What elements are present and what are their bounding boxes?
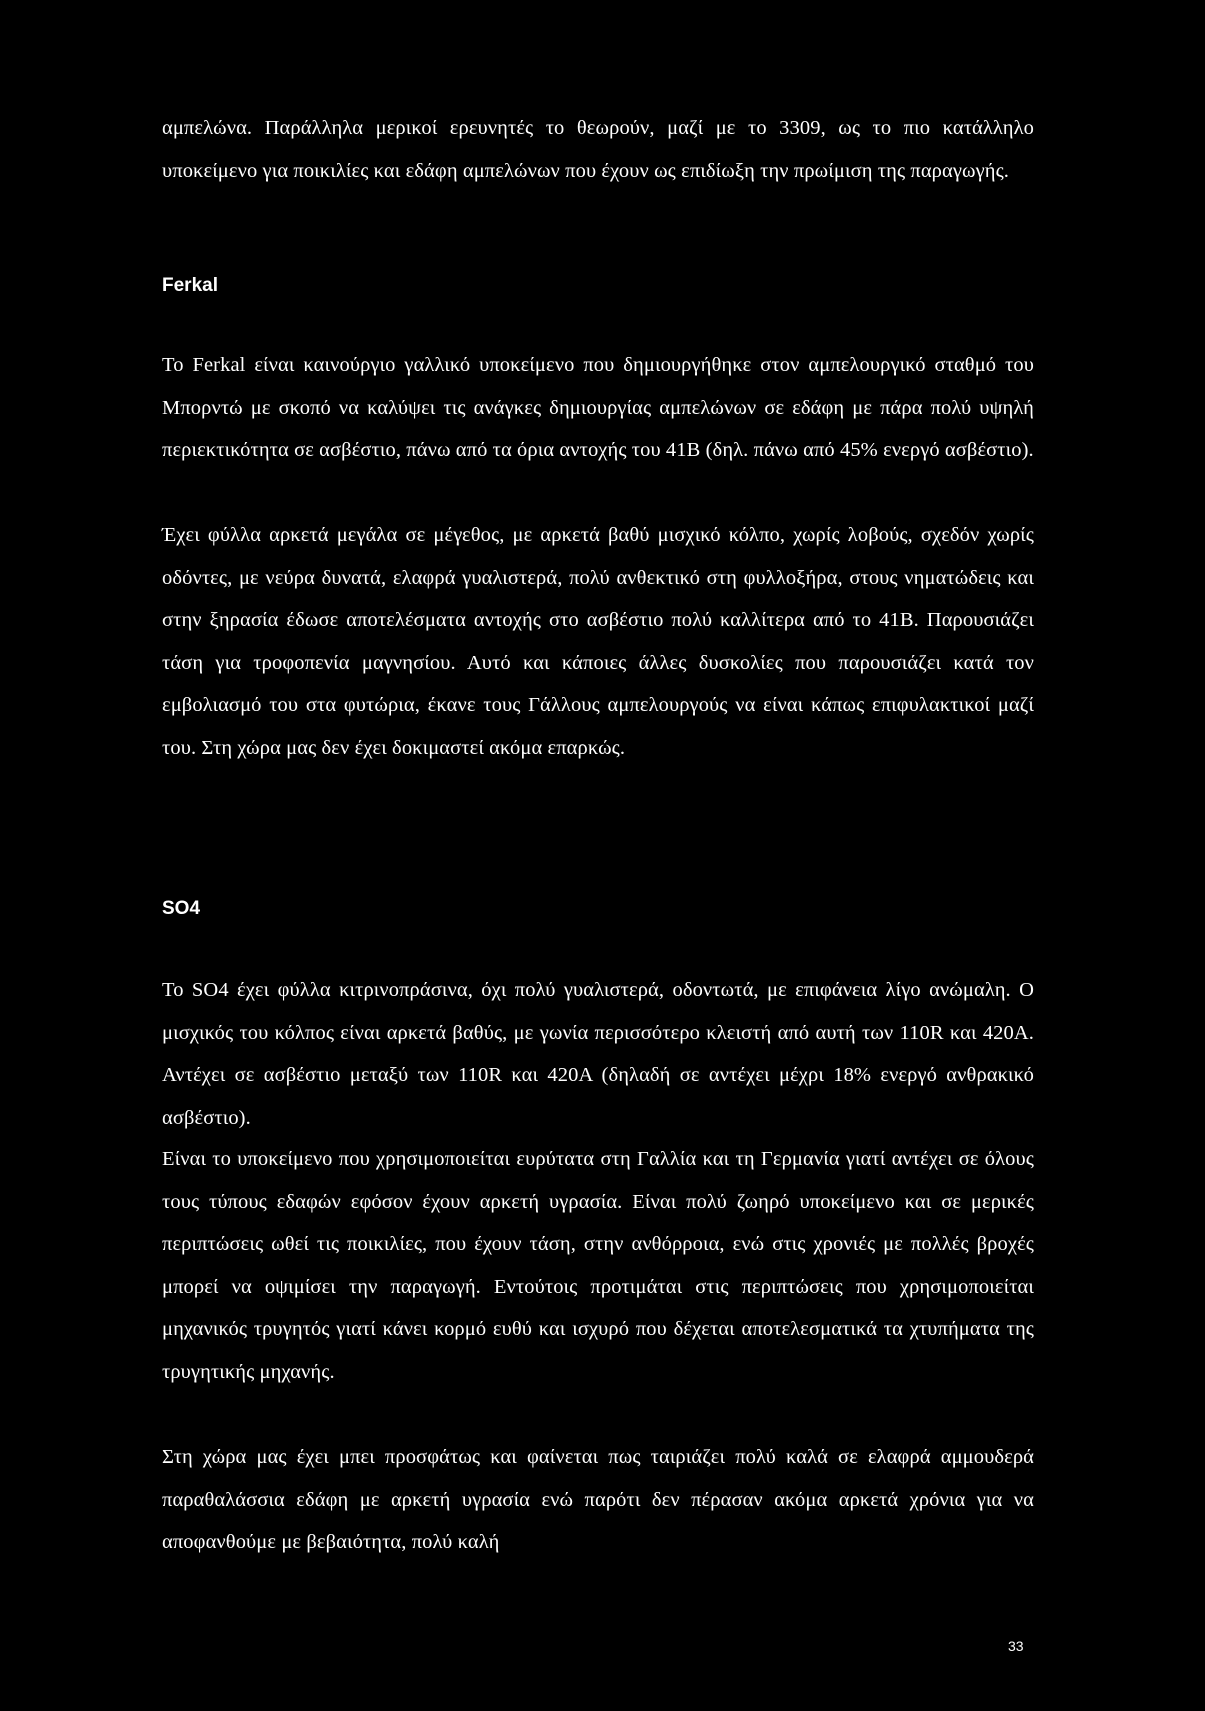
so4-paragraph-2: Είναι το υποκείμενο που χρησιμοποιείται ευρύτατα στη Γαλλία και τη Γερμανία γιατί αντέχει σε όλους τους τύπους εδαφών εφόσον έχουν αρκετή υγρασία. Είναι πολύ ζωηρό υποκείμενο και σε μερικές περιπτώσεις ωθεί τις ποικιλίες, που έχουν τάση, στην ανθόρροια, ενώ στις χρονιές με πολλές βροχές μπορεί να οψιμίσει την παραγωγή. Εντούτοις προτιμάται στις περιπτώσεις που χρησιμοποιείται μηχανικός τρυγητός γιατί κάνει κορμό ευθύ και ισχυρό που δέχεται αποτελεσματικά τα χτυπήματα της τρυγητικής μηχανής. xyxy=(162,1148,1034,1383)
intro-continuation-paragraph: αμπελώνα. Παράλληλα μερικοί ερευνητές το θεωρούν, μαζί με το 3309, ως το πιο κατάλληλο υποκείμενο για ποικιλίες και εδάφη αμπελώνων που έχουν ως επιδίωξη την πρωίμιση της παραγωγής. xyxy=(162,117,1034,182)
ferkal-paragraph-1: Το Ferkal είναι καινούργιο γαλλικό υποκείμενο που δημιουργήθηκε στον αμπελουργικό σταθμό του Μπορντώ με σκοπό να καλύψει τις ανάγκες δημιουργίας αμπελώνων σε εδάφη με πάρα πολύ υψηλή περιεκτικότητα σε ασβέστιο, πάνω από τα όρια αντοχής του 41B (δηλ. πάνω από 45% ενεργό ασβέστιο). xyxy=(162,354,1034,461)
page-number: 33 xyxy=(1008,1638,1024,1654)
so4-heading: SO4 xyxy=(162,898,201,919)
so4-paragraph-3: Στη χώρα μας έχει μπει προσφάτως και φαίνεται πως ταιριάζει πολύ καλά σε ελαφρά αμμουδερά παραθαλάσσια εδάφη με αρκετή υγρασία ενώ παρότι δεν πέρασαν ακόμα αρκετά χρόνια για να αποφανθούμε με βεβαιότητα, πολύ καλή xyxy=(162,1446,1034,1553)
ferkal-heading: Ferkal xyxy=(162,275,218,296)
so4-paragraph-1: Το SO4 έχει φύλλα κιτρινοπράσινα, όχι πολύ γυαλιστερά, οδοντωτά, με επιφάνεια λίγο ανώμαλη. Ο μισχικός του κόλπος είναι αρκετά βαθύς, με γωνία περισσότερο κλειστή από αυτή των 110R και 420A. Αντέχει σε ασβέστιο μεταξύ των 110R και 420A (δηλαδή σε αντέχει μέχρι 18% ενεργό ανθρακικό ασβέστιο). xyxy=(162,979,1034,1129)
ferkal-paragraph-2: Έχει φύλλα αρκετά μεγάλα σε μέγεθος, με αρκετά βαθύ μισχικό κόλπο, χωρίς λοβούς, σχεδόν χωρίς οδόντες, με νεύρα δυνατά, ελαφρά γυαλιστερά, πολύ ανθεκτικό στη φυλλοξήρα, στους νηματώδεις και στην ξηρασία έδωσε αποτελέσματα αντοχής στο ασβέστιο πολύ καλλίτερα από το 41B. Παρουσιάζει τάση για τροφοπενία μαγνησίου. Αυτό και κάποιες άλλες δυσκολίες που παρουσιάζει κατά τον εμβολιασμό του στα φυτώρια, έκανε τους Γάλλους αμπελουργούς να είναι κάπως επιφυλακτικοί μαζί του. Στη χώρα μας δεν έχει δοκιμαστεί ακόμα επαρκώς. xyxy=(162,524,1034,759)
